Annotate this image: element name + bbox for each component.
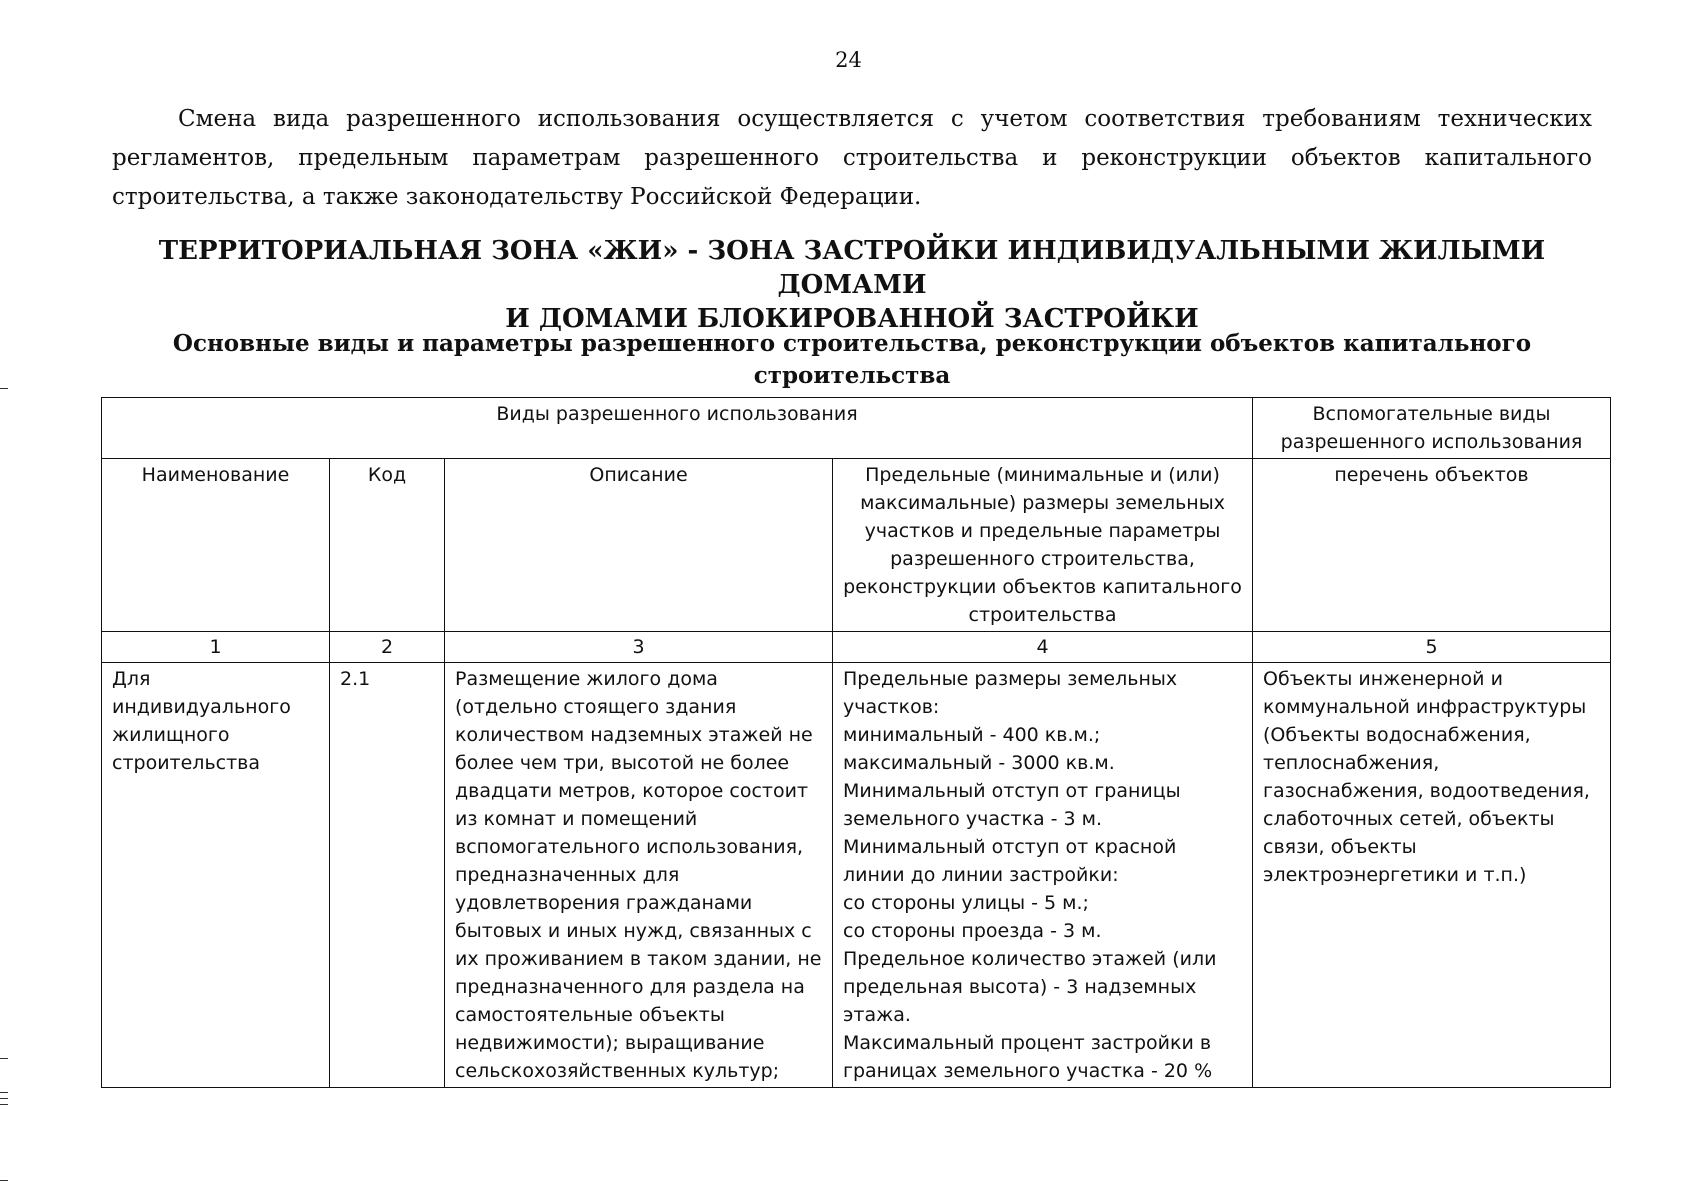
parameter-line: максимальный - 3000 кв.м. <box>843 752 1115 774</box>
parameter-line: Предельное количество этажей (или предельная высота) - 3 надземных этажа. <box>843 948 1217 1026</box>
column-number: 5 <box>1253 632 1611 663</box>
subtitle-line1: Основные виды и параметры разрешенного строительства, реконструкции объектов капитального <box>172 330 1532 357</box>
margin-scan-mark <box>0 388 8 389</box>
cell-use-description: Размещение жилого дома (отдельно стоящего здания количеством надземных этажей не более чем три, высотой не более двадцати метров, которое состоит из комнат и помещений вспомогательного использования, предназначенных для удовлетворения гражданами бытовых и иных нужд, связанных с их проживанием в таком здании, не предназначенного для раздела на самостоятельные объекты недвижимости); выращивание сельскохозяйственных культур; <box>445 663 833 1088</box>
table-subtitle <box>112 328 1592 392</box>
column-header-objects-list: перечень объектов <box>1253 459 1611 632</box>
page-number: 24 <box>835 48 862 72</box>
subtitle-line2: строительства <box>753 362 951 389</box>
parameter-line: Минимальный отступ от границы земельного участка - 3 м. <box>843 780 1181 830</box>
parameter-line: Максимальный процент застройки в границах земельного участка - 20 % <box>843 1032 1213 1082</box>
table-row <box>102 663 1611 1088</box>
zone-title-line2: И ДОМАМИ БЛОКИРОВАННОЙ ЗАСТРОЙКИ <box>505 304 1199 334</box>
margin-scan-mark <box>0 1180 8 1181</box>
table-column-header-row <box>102 459 1611 632</box>
column-number: 4 <box>833 632 1253 663</box>
margin-scan-mark <box>0 1098 8 1099</box>
column-header-name: Наименование <box>102 459 330 632</box>
intro-paragraph: Смена вида разрешенного использования осуществляется с учетом соответствия требованиям технических регламентов, предельным параметрам разрешенного строительства и реконструкции объектов капитального строительства, а также законодательству Российской Федерации. <box>112 106 1592 210</box>
table-column-number-row <box>102 632 1611 663</box>
margin-scan-mark <box>0 1092 8 1093</box>
column-number: 2 <box>330 632 445 663</box>
cell-use-code: 2.1 <box>330 663 445 1088</box>
group-header-auxiliary-uses: Вспомогательные виды разрешенного использования <box>1253 398 1611 459</box>
margin-scan-mark <box>0 1104 8 1105</box>
cell-auxiliary-objects: Объекты инженерной и коммунальной инфраструктуры (Объекты водоснабжения, теплоснабжения, газоснабжения, водоотведения, слаботочных сетей, объекты связи, объекты электроэнергетики и т.п.) <box>1253 663 1611 1088</box>
parameter-line: со стороны проезда - 3 м. <box>843 920 1102 942</box>
group-header-permitted-uses: Виды разрешенного использования <box>102 398 1253 459</box>
parameter-line: минимальный - 400 кв.м.; <box>843 724 1101 746</box>
column-number: 1 <box>102 632 330 663</box>
parameter-line: Предельные размеры земельных участков: <box>843 668 1178 718</box>
parameter-line: со стороны улицы - 5 м.; <box>843 892 1089 914</box>
table-group-header-row <box>102 398 1611 459</box>
margin-scan-mark <box>0 1058 8 1059</box>
zone-title <box>112 234 1592 336</box>
cell-use-name: Для индивидуального жилищного строительства <box>102 663 330 1088</box>
column-number: 3 <box>445 632 833 663</box>
parameter-line: Минимальный отступ от красной линии до линии застройки: <box>843 836 1177 886</box>
zone-title-line1: ТЕРРИТОРИАЛЬНАЯ ЗОНА «ЖИ» - ЗОНА ЗАСТРОЙКИ ИНДИВИДУАЛЬНЫМИ ЖИЛЫМИ ДОМАМИ <box>158 236 1546 300</box>
zoning-table <box>101 397 1611 1088</box>
cell-use-parameters <box>833 663 1253 1088</box>
column-header-description: Описание <box>445 459 833 632</box>
column-header-parameters: Предельные (минимальные и (или) максимальные) размеры земельных участков и предельные параметры разрешенного строительства, реконструкции объектов капитального строительства <box>833 459 1253 632</box>
column-header-code: Код <box>330 459 445 632</box>
